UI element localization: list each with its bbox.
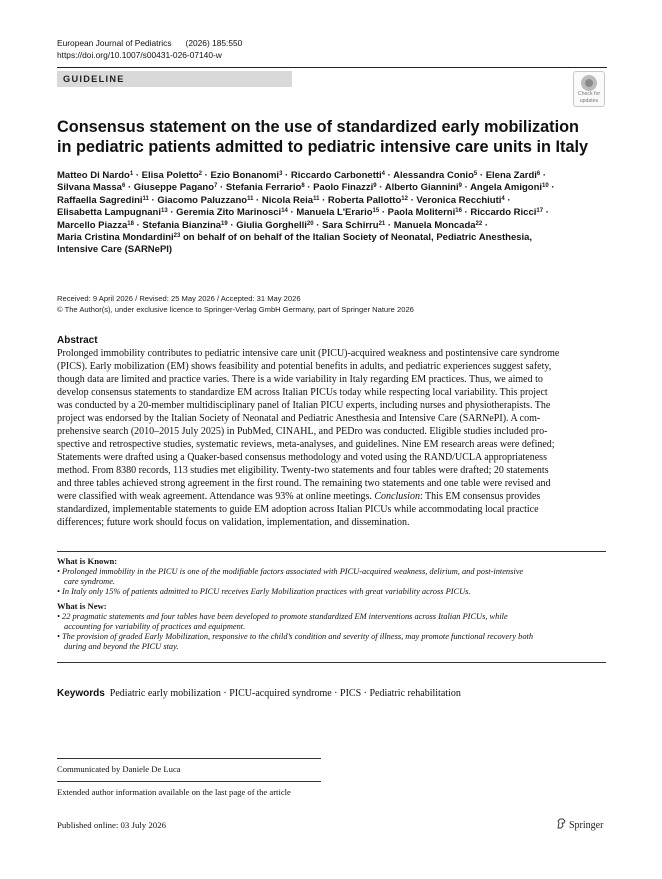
doi-link[interactable]: https://doi.org/10.1007/s00431-026-07140-w bbox=[57, 50, 222, 60]
author-affiliation: 8 bbox=[301, 183, 305, 190]
author-name[interactable]: Ezio Bonanomi bbox=[210, 170, 280, 181]
author-affiliation: 21 bbox=[378, 220, 386, 227]
author-separator: · bbox=[477, 170, 486, 181]
abstract-line bbox=[57, 464, 606, 477]
author-affiliation: 13 bbox=[161, 208, 168, 215]
new-list bbox=[57, 612, 606, 653]
new-heading: What is New: bbox=[57, 600, 107, 611]
author-name[interactable]: Marcello Piazza bbox=[57, 219, 128, 231]
author-separator: · bbox=[282, 170, 291, 181]
author-separator: · bbox=[148, 194, 158, 206]
author-affiliation: 1 bbox=[129, 171, 134, 177]
author-separator: · bbox=[133, 170, 142, 181]
author-line bbox=[57, 207, 607, 219]
header-rule bbox=[57, 67, 607, 68]
author-line bbox=[57, 195, 607, 207]
author-name[interactable]: Veronica Recchiuti bbox=[416, 194, 502, 206]
abstract-line bbox=[57, 451, 606, 464]
abstract-line bbox=[57, 399, 606, 412]
bullet-text: • Prolonged immobility in the PICU is one of the modifiable factors associated with PICU-acquired weakness, delirium, and post-intensive bbox=[57, 567, 524, 576]
author-affiliation: 18 bbox=[127, 220, 134, 227]
author-name[interactable]: Elisabetta Lampugnani bbox=[57, 207, 161, 219]
author-name[interactable]: Angela Amigoni bbox=[470, 182, 543, 194]
author-separator: · bbox=[287, 207, 297, 219]
author-name[interactable]: Giulia Gorghelli bbox=[236, 219, 307, 231]
footnote-rule bbox=[57, 758, 321, 759]
abstract-text-run: though data are limited and practice varies. There is a wide variability in Italy regarding EM practices. Thus, we aimed to bbox=[57, 374, 543, 385]
abstract-text-run: develop consensus statements to standardize EM across Italian PICUs today while respecting local variability. This project bbox=[57, 387, 548, 398]
author-separator: · bbox=[543, 207, 549, 219]
author-separator: · bbox=[504, 194, 511, 206]
badge-label-2: updates bbox=[579, 97, 599, 104]
author-name[interactable]: Alberto Giannini bbox=[384, 182, 459, 194]
author-list bbox=[57, 170, 607, 257]
author-name[interactable]: Stefania Bianzina bbox=[142, 219, 222, 231]
keywords bbox=[57, 688, 461, 699]
abstract-line bbox=[57, 386, 606, 399]
author-name[interactable]: Raffaella Sagredini bbox=[57, 194, 143, 206]
author-separator: · bbox=[461, 182, 471, 194]
abstract-text-run: and three tables achieved strong agreement in the first round. The remaining two statements and one table were revised and bbox=[57, 478, 551, 489]
author-affiliation: 9 bbox=[373, 183, 377, 190]
author-name[interactable]: Matteo Di Nardo bbox=[57, 170, 130, 181]
author-affiliation: 15 bbox=[372, 208, 380, 215]
author-line bbox=[57, 232, 607, 244]
abstract-line bbox=[57, 425, 606, 438]
author-affiliation: 2 bbox=[198, 171, 202, 177]
author-affiliation: 5 bbox=[473, 171, 478, 177]
author-affiliation: 14 bbox=[281, 208, 288, 215]
author-name[interactable]: Manuela L'Erario bbox=[296, 207, 373, 219]
author-line bbox=[57, 220, 607, 232]
group-author-line: Intensive Care (SARNePI) bbox=[57, 244, 173, 256]
author-affiliation: 4 bbox=[501, 195, 505, 202]
abstract-text-run: standardized, implementable statements to guide EM adoption across Italian PICUs while accommodating local practice bbox=[57, 504, 539, 515]
bullet-text-cont: care syndrome. bbox=[64, 577, 116, 587]
abstract-text-run: Statements were drafted using a Quaker-based consensus methodology and voted using the RAND/UCLA appropriateness bbox=[57, 452, 547, 463]
abstract-text bbox=[57, 347, 606, 529]
author-name[interactable]: Maria Cristina Mondardini bbox=[57, 232, 174, 244]
journal-name: European Journal of Pediatrics bbox=[57, 38, 172, 48]
check-for-updates-badge[interactable] bbox=[573, 71, 605, 107]
title-line: in pediatric patients admitted to pediatric intensive care units in Italy bbox=[57, 138, 589, 156]
author-affiliation: 19 bbox=[221, 220, 228, 227]
abstract-text-run: was conducted by a 20-member multidisciplinary panel of Italian PICU experts, including nurses and physiotherapists. The bbox=[57, 400, 551, 411]
author-name[interactable]: Silvana Massa bbox=[57, 182, 122, 194]
author-line bbox=[57, 170, 607, 182]
abstract-text-run: spective and retrospective studies, systematic reviews, meta-analyses, and guidelines. Nine EM research areas were defined; bbox=[57, 439, 555, 450]
author-line bbox=[57, 182, 607, 194]
abstract-line bbox=[57, 490, 606, 503]
known-list bbox=[57, 567, 606, 598]
author-separator: · bbox=[217, 182, 226, 194]
author-separator: · bbox=[319, 194, 328, 206]
author-affiliation: 11 bbox=[142, 195, 149, 202]
author-affiliation: 11 bbox=[313, 195, 320, 202]
author-separator: · bbox=[385, 219, 394, 231]
journal-line bbox=[57, 38, 242, 48]
author-affiliation: 12 bbox=[401, 195, 408, 202]
author-name[interactable]: Stefania Ferrario bbox=[225, 182, 302, 194]
author-separator: · bbox=[227, 219, 237, 231]
extended-author-info: Extended author information available on the last page of the article bbox=[57, 787, 291, 797]
known-item bbox=[57, 567, 606, 587]
keywords-text: Pediatric early mobilization · PICU-acquired syndrome · PICS · Pediatric rehabilitation bbox=[109, 688, 461, 699]
author-affiliation: 17 bbox=[536, 208, 544, 215]
article-dates bbox=[57, 293, 414, 315]
author-separator: · bbox=[253, 194, 262, 206]
bullet-text: • The provision of graded Early Mobilization, responsive to the child’s condition and severity of illness, may promote functional recovery both bbox=[57, 632, 534, 642]
author-name[interactable]: Roberta Pallotto bbox=[327, 194, 402, 206]
bullet-text: • In Italy only 15% of patients admitted to PICU receives Early Mobilization practices with great variability across PICUs. bbox=[57, 587, 471, 597]
abstract-heading: Abstract bbox=[57, 335, 98, 346]
author-separator: · bbox=[167, 207, 177, 219]
footnote-rule-2 bbox=[57, 781, 321, 782]
abstract-text-run: : This EM consensus provides bbox=[419, 491, 541, 502]
new-item bbox=[57, 632, 606, 652]
article-type-banner: GUIDELINE bbox=[57, 71, 292, 87]
springer-horse-icon bbox=[557, 818, 566, 829]
author-affiliation: 3 bbox=[279, 171, 283, 177]
author-affiliation: 22 bbox=[475, 220, 483, 227]
group-author: on behalf of on behalf of the Italian Society of Neonatal, Pediatric Anesthesia, bbox=[180, 232, 533, 244]
author-separator: · bbox=[540, 170, 547, 181]
author-affiliation: 20 bbox=[306, 220, 314, 227]
author-affiliation: 23 bbox=[173, 233, 181, 240]
title-line: Consensus statement on the use of standardized early mobilization bbox=[57, 118, 580, 136]
author-separator: · bbox=[304, 182, 314, 194]
author-separator: · bbox=[379, 207, 388, 219]
author-name[interactable]: Elena Zardi bbox=[485, 170, 537, 181]
author-separator: · bbox=[376, 182, 385, 194]
bullet-text: • 22 pragmatic statements and four tables have been developed to promote standardized EM interventions across Italian PICUs, while bbox=[57, 611, 508, 621]
abstract-line bbox=[57, 516, 606, 529]
author-name[interactable]: Giacomo Paluzzano bbox=[157, 194, 248, 206]
published-date: Published online: 03 July 2026 bbox=[57, 820, 166, 830]
author-separator: · bbox=[407, 194, 417, 206]
author-separator: · bbox=[548, 182, 555, 194]
abstract-line bbox=[57, 503, 606, 516]
author-name[interactable]: Riccardo Ricci bbox=[470, 207, 537, 219]
author-name[interactable]: Manuela Moncada bbox=[393, 219, 476, 231]
publisher-name: Springer bbox=[569, 820, 604, 831]
author-separator: · bbox=[482, 219, 489, 231]
author-name[interactable]: Paolo Finazzi bbox=[313, 182, 374, 194]
author-separator: · bbox=[313, 219, 323, 231]
author-separator: · bbox=[385, 170, 394, 181]
author-name[interactable]: Giuseppe Pagano bbox=[133, 182, 215, 194]
abstract-text-run: method. From 8380 records, 113 studies met eligibility. Twenty-two statements and four tables were drafted; 20 statements bbox=[57, 465, 549, 476]
author-separator: · bbox=[133, 219, 143, 231]
author-name[interactable]: Riccardo Carbonetti bbox=[290, 170, 382, 181]
author-affiliation: 6 bbox=[121, 183, 126, 190]
abstract-text-run: project was endorsed by the Italian Society of Neonatal and Pediatric Anesthesia and Intensive Care (SARNePI). A com- bbox=[57, 413, 541, 424]
author-name[interactable]: Geremia Zito Marinosci bbox=[176, 207, 282, 219]
abstract-text-run: were classified with weak agreement. Attendance was 93% at online meetings. bbox=[57, 491, 375, 502]
article-title bbox=[57, 117, 602, 157]
author-name[interactable]: Elisa Poletto bbox=[141, 170, 199, 181]
author-affiliation: 9 bbox=[458, 183, 462, 190]
abstract-line bbox=[57, 412, 606, 425]
author-separator: · bbox=[202, 170, 211, 181]
badge-label-1: Check for bbox=[577, 91, 601, 97]
journal-volume: (2026) 185:550 bbox=[185, 38, 243, 48]
author-name[interactable]: Alessandra Conio bbox=[393, 170, 474, 181]
author-affiliation: 7 bbox=[214, 183, 218, 190]
abstract-line bbox=[57, 373, 606, 386]
author-affiliation: 6 bbox=[536, 171, 541, 177]
abstract-text-run: (PICS). Early mobilization (EM) shows feasibility and potential benefits in adults, and pediatric experiences suggest safety, bbox=[57, 361, 552, 372]
author-affiliation: 4 bbox=[381, 171, 386, 177]
known-heading: What is Known: bbox=[57, 556, 118, 566]
bullet-text-cont: accounting for variability of practices and equipment. bbox=[64, 621, 246, 631]
author-affiliation: 11 bbox=[247, 195, 254, 202]
author-name[interactable]: Paola Moliterni bbox=[387, 207, 456, 219]
author-affiliation: 10 bbox=[542, 183, 549, 190]
abstract-text-run: Prolonged immobility contributes to pediatric intensive care unit (PICU)-acquired weakness and postintensive care syndrome bbox=[57, 348, 560, 359]
author-name[interactable]: Nicola Reia bbox=[261, 194, 314, 206]
author-name[interactable]: Sara Schirru bbox=[322, 219, 379, 231]
what-is-known-box bbox=[57, 551, 606, 663]
abstract-line bbox=[57, 347, 606, 360]
communicated-by: Communicated by Daniele De Luca bbox=[57, 764, 181, 774]
abstract-text-run: prehensive search (2010–2015 July 2025) in PubMed, CINAHL, and PEDro was conducted. Eligible studies included pro- bbox=[57, 426, 548, 437]
abstract-line bbox=[57, 438, 606, 451]
bullet-text-cont: during and beyond the PICU stay. bbox=[64, 642, 179, 652]
publisher-logo bbox=[557, 818, 603, 831]
conclusion-label: Conclusion bbox=[374, 491, 420, 502]
abstract-text-run: differences; future work should focus on validation, implementation, and dissemination. bbox=[57, 517, 410, 528]
abstract-line bbox=[57, 477, 606, 490]
new-item bbox=[57, 612, 606, 632]
keywords-label: Keywords bbox=[57, 688, 105, 699]
author-separator: · bbox=[125, 182, 134, 194]
author-affiliation: 16 bbox=[455, 208, 462, 215]
copyright-line: © The Author(s), under exclusive licence to Springer-Verlag GmbH Germany, part of Springer Nature 2026 bbox=[57, 305, 414, 314]
history-dates: Received: 9 April 2026 / Revised: 25 May 2026 / Accepted: 31 May 2026 bbox=[57, 294, 301, 303]
author-separator: · bbox=[461, 207, 471, 219]
known-item bbox=[57, 587, 606, 597]
abstract-line bbox=[57, 360, 606, 373]
bookmark-icon bbox=[581, 75, 597, 91]
